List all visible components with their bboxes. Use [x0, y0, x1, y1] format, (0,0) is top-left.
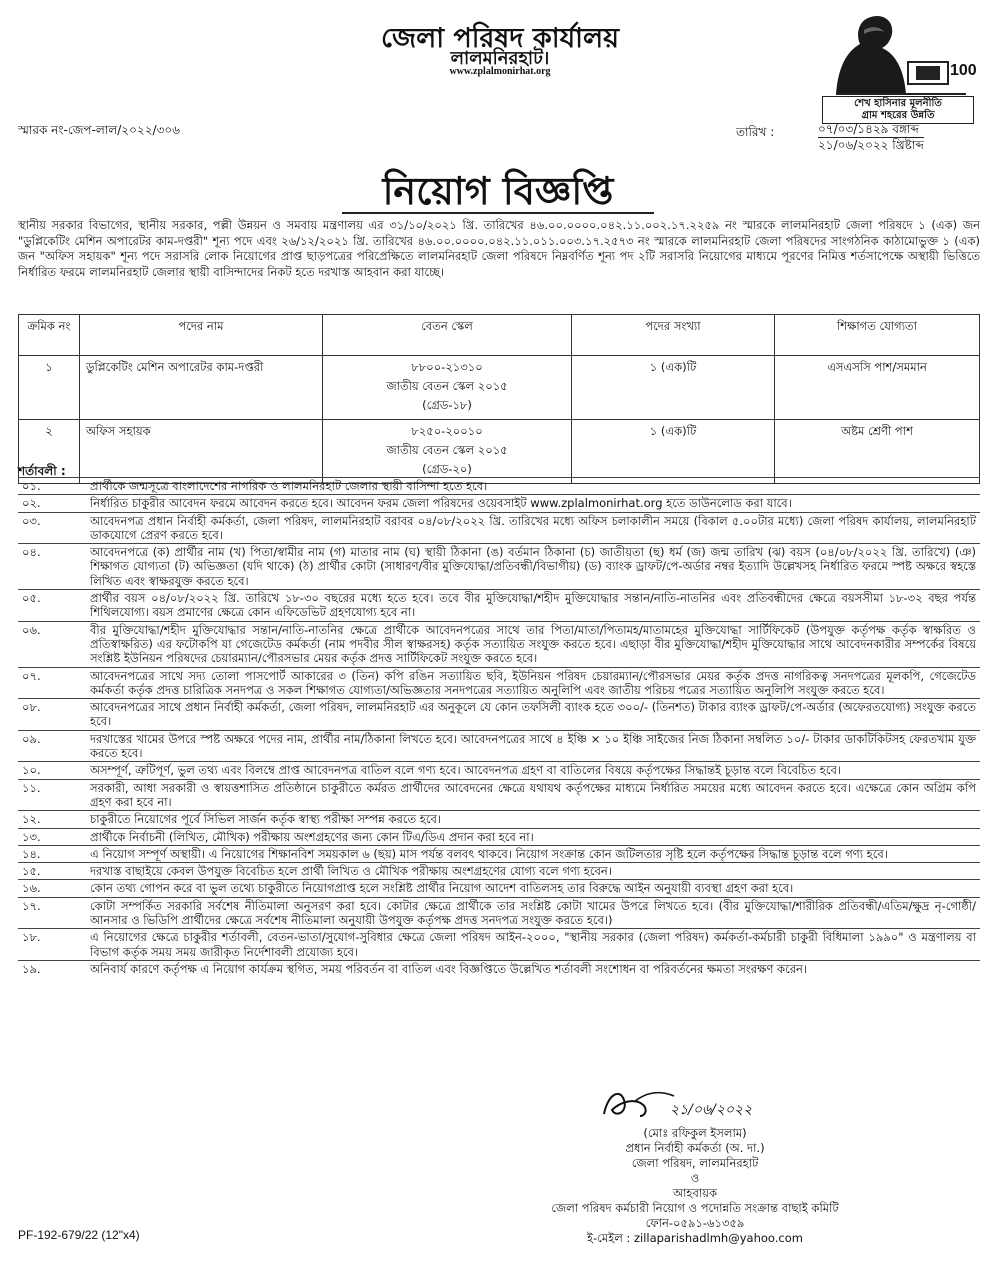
condition-number: ১৩. [18, 828, 86, 845]
posts-table [18, 314, 980, 484]
scale-range: ৮২৫০-২০০১০ [411, 424, 483, 438]
condition-item [18, 667, 980, 699]
condition-number: ১২. [18, 811, 86, 828]
signatory-office: জেলা পরিষদ, লালমনিরহাট [631, 1156, 759, 1170]
condition-text: আবেদনপত্রের সাথে সদ্য তোলা পাসপোর্ট আকারের ৩ (তিন) কপি রঙিন সত্যায়িত ছবি, ইউনিয়ন পরিষদ চেয়ারম্যান/পৌরসভার মেয়র কর্তৃক প্রদত্ত নাগরিকত্ব সনদপত্রের মূলকপি, গেজেটেড কর্মকর্তা কর্তৃক প্রদত্ত চারিত্রিক সনদপত্র ও সকল শিক্ষাগত যোগ্যতা/অভিজ্ঞতার সনদপত্রের সত্যায়িত অনুলিপি এবং জাতীয় পরিচয় পত্রের সত্যায়িত অনুলিপি সংযুক্ত করতে হবে। [86, 667, 980, 699]
condition-number: ১৪. [18, 845, 86, 862]
condition-item [18, 512, 980, 544]
row-qualification: অষ্টম শ্রেণী পাশ [775, 420, 980, 484]
date-bangla: ০৭/০৩/১৪২৯ বঙ্গাব্দ [818, 122, 924, 138]
table-row [19, 420, 980, 484]
header-count: পদের সংখ্যা [572, 315, 775, 356]
condition-item [18, 811, 980, 828]
condition-item [18, 730, 980, 762]
handwritten-signature [590, 1080, 790, 1126]
condition-text: দরখাস্তের খামের উপরে স্পষ্ট অক্ষরে পদের নাম, প্রার্থীর নাম/ঠিকানা লিখতে হবে। আবেদনপত্রের সাথে ৪ ইঞ্চি × ১০ ইঞ্চি সাইজের নিজ ঠিকানা সম্বলিত ১০/- টাকার ডাকটিকিটসহ ফেরতখাম যুক্ত করতে হবে। [86, 730, 980, 762]
scale-national: জাতীয় বেতন স্কেল ২০১৫ [386, 379, 508, 393]
condition-item [18, 699, 980, 731]
header-serial: ক্রমিক নং [19, 315, 80, 356]
date-label: তারিখ : [736, 125, 775, 139]
condition-text: অসম্পূর্ণ, ত্রুটিপূর্ণ, ভুল তথ্য এবং বিলম্বে প্রাপ্ত আবেদনপত্র বাতিল বলে গণ্য হবে। আবেদনপত্র গ্রহণ বা বাতিলের বিষয়ে কর্তৃপক্ষের সিদ্ধান্তই চূড়ান্ত বলে বিবেচিত হবে। [86, 762, 980, 779]
intro-paragraph: স্থানীয় সরকার বিভাগের, স্থানীয় সরকার, পল্লী উন্নয়ন ও সমবায় মন্ত্রণালয় এর ৩১/১০/২০২১ খ্রি. তারিখের ৪৬.০০.০০০০.০৪২.১১.০০২.১৭.২২৫৯ নং স্মারকে লালমনিরহাট জেলা পরিষদে ১ (এক) জন "ডুপ্লিকেটিং মেশিন অপারেটর কাম-দপ্তরী" শূন্য পদে এবং ২৬/১২/২০২১ খ্রি. তারিখের ৪৬.০০.০০০০.০৪২.১১.০১১.০০৩.১৭.২৫৭৩ নং স্মারকে লালমনিরহাট জেলা পরিষদের সাংগঠনিক কাঠামোভুক্ত ১ (এক) জন "অফিস সহায়ক" শূন্য পদে সরাসরি লোক নিয়োগের প্রাপ্ত ছাড়পত্রের পরিপ্রেক্ষিতে লালমনিরহাট জেলা পরিষদে নিম্নবর্ণিত শূন্য পদ ২টি সরাসরি নিয়োগের মাধ্যমে পূরণের নিমিত্ত শর্তসাপেক্ষে অস্থায়ী ভিত্তিতে নির্ধারিত ফরমে লালমনিরহাট জেলার স্থায়ী বাসিন্দাদের নিকট হতে দরখাস্ত আহবান করা যাচ্ছে। [18, 218, 980, 279]
footer-code: PF-192-679/22 (12"x4) [18, 1228, 140, 1242]
scale-national: জাতীয় বেতন স্কেল ২০১৫ [386, 443, 508, 457]
condition-number: ০৫. [18, 590, 86, 622]
condition-text: সরকারী, আধা সরকারী ও স্বায়ত্তশাসিত প্রতিষ্ঠানে চাকুরীতে কর্মরত প্রার্থীদের আবেদনের ক্ষেত্রে যথাযথ কর্তৃপক্ষের মাধ্যমে নির্ধারিত সময়ের মধ্যে আবেদন করতে হবে। এক্ষেত্রে কোন অগ্রিম কপি গ্রহণ করা হবে না। [86, 779, 980, 811]
condition-text: নির্ধারিত চাকুরীর আবেদন ফরমে আবেদন করতে হবে। আবেদন ফরম জেলা পরিষদের ওয়েবসাইট www.zplalmonirhat.org হতে ডাউনলোড করা যাবে। [86, 495, 980, 512]
scale-grade: (গ্রেড-১৮) [422, 398, 472, 412]
signatory-designation: প্রধান নির্বাহী কর্মকর্তা (অ. দা.) [625, 1141, 765, 1155]
website-link[interactable]: www.zplalmonirhat.org [449, 66, 551, 77]
row-scale [323, 420, 572, 484]
condition-number: ০৩. [18, 512, 86, 544]
condition-text: বীর মুক্তিযোদ্ধা/শহীদ মুক্তিযোদ্ধার সন্তান/নাতি-নাতনির ক্ষেত্রে প্রার্থীকে আবেদনপত্রের সাথে তার পিতা/মাতা/পিতামহ/মাতামহের মুক্তিযোদ্ধা সার্টিফিকেট (উপযুক্ত কর্তৃপক্ষ কর্তৃক স্বাক্ষরিত ও প্রতিস্বাক্ষরিত) এর ফটোকপি যা গেজেটেড কর্মকর্তা (নাম পদবীর সীল স্বাক্ষরসহ) কর্তৃক সত্যায়িত সংযুক্ত করতে হবে। এছাড়া বীর মুক্তিযোদ্ধা/শহীদ মুক্তিযোদ্ধার সাথে আবেদনকারীর সম্পর্কের বিষয়ে সংশ্লিষ্ট ইউনিয়ন পরিষদের চেয়ারম্যান/পৌরসভার মেয়র কর্তৃক প্রদত্ত সার্টিফিকেট সংযুক্ত করতে হবে। [86, 621, 980, 667]
condition-number: ০৬. [18, 621, 86, 667]
condition-item [18, 495, 980, 512]
district-name: লালমনিরহাট। [450, 48, 550, 69]
logo-number: 100 [950, 62, 977, 79]
condition-number: ০৪. [18, 544, 86, 590]
condition-item [18, 828, 980, 845]
condition-item [18, 863, 980, 880]
scale-range: ৮৮০০-২১৩১০ [411, 360, 483, 374]
condition-number: ০৭. [18, 667, 86, 699]
condition-text: দরখাস্ত বাছাইয়ে কেবল উপযুক্ত বিবেচিত হলে প্রার্থী লিখিত ও মৌখিক পরীক্ষায় অংশগ্রহণের যোগ্য বলে গণ্য হবেন। [86, 863, 980, 880]
logo-tagline-line1: শেখ হাসিনার মূলনীতি [854, 98, 942, 109]
condition-text: প্রার্থীর বয়স ০৪/০৮/২০২২ খ্রি. তারিখে ১৮-৩০ বছরের মধ্যে হতে হবে। তবে বীর মুক্তিযোদ্ধা/শহীদ মুক্তিযোদ্ধার সন্তান/নাতি-নাতনির এবং প্রতিবন্ধীদের ক্ষেত্রে বয়সসীমা ১৮-৩২ বছর পর্যন্ত শিথিলযোগ্য। বয়স প্রমাণের ক্ষেত্রে কোন এফিডেভিট গ্রহণযোগ্য হবে না। [86, 590, 980, 622]
date-english: ২১/০৬/২০২২ খ্রিষ্টাব্দ [818, 138, 924, 152]
row-qualification: এসএসসি পাশ/সমমান [775, 356, 980, 420]
condition-text: চাকুরীতে নিয়োগের পূর্বে সিভিল সার্জন কর্তৃক স্বাস্থ্য পরীক্ষা সম্পন্ন করতে হবে। [86, 811, 980, 828]
logo-tagline [816, 96, 980, 124]
condition-text: প্রার্থীকে জন্মসূত্রে বাংলাদেশের নাগরিক ও লালমনিরহাট জেলার স্থায়ী বাসিন্দা হতে হবে। [86, 478, 980, 495]
signatory-email[interactable]: ই-মেইল : zillaparishadlmh@yahoo.com [587, 1231, 803, 1245]
signatory-and: ও [690, 1171, 700, 1185]
condition-text: এ নিয়োগের ক্ষেত্রে চাকুরীর শর্তাবলী, বেতন-ভাতা/সুযোগ-সুবিধার ক্ষেত্রে জেলা পরিষদ আইন-২০০০, "স্থানীয় সরকার (জেলা পরিষদ) কর্মকর্তা-কর্মচারী চাকুরী বিধিমালা ১৯৯০" ও মন্ত্রণালয় বা বিভাগ কর্তৃক সময় সময় জারীকৃত নির্দেশাবলী প্রযোজ্য হবে। [86, 929, 980, 961]
condition-number: ০১. [18, 478, 86, 495]
page-title: নিয়োগ বিজ্ঞপ্তি [382, 169, 614, 213]
condition-number: ১০. [18, 762, 86, 779]
header-post: পদের নাম [80, 315, 323, 356]
signatory-name: (মোঃ রফিকুল ইসলাম) [643, 1126, 747, 1140]
row-serial: ১ [19, 356, 80, 420]
condition-text: এ নিয়োগ সম্পূর্ণ অস্থায়ী। এ নিয়োগের শিক্ষানবিশ সময়কাল ৬ (ছয়) মাস পর্যন্ত বলবৎ থাকবে। নিয়োগ সংক্রান্ত কোন জটিলতার সৃষ্টি হলে কর্তৃপক্ষের সিদ্ধান্ত চূড়ান্ত বলে গণ্য হবে। [86, 845, 980, 862]
condition-item [18, 929, 980, 961]
conditions-list [18, 477, 980, 977]
condition-number: ০৮. [18, 699, 86, 731]
signatory-convener: আহবায়ক [672, 1186, 717, 1200]
signatory-phone: ফোন-০৫৯১-৬১৩৫৯ [645, 1216, 745, 1230]
memo-number: স্মারক নং-জেপ-লাল/২০২২/৩০৬ [18, 123, 180, 137]
condition-item [18, 590, 980, 622]
condition-item [18, 897, 980, 929]
header-scale: বেতন স্কেল [323, 315, 572, 356]
condition-text: আবেদনপত্র প্রধান নির্বাহী কর্মকর্তা, জেলা পরিষদ, লালমনিরহাট বরাবর ০৪/০৮/২০২২ খ্রি. তারিখের মধ্যে অফিস চলাকালীন সময়ে (বিকাল ৫.০০টার মধ্যে) জেলা পরিষদ কার্যালয়, লালমনিরহাট ডাকযোগে প্রেরণ করতে হবে। [86, 512, 980, 544]
condition-item [18, 478, 980, 495]
condition-text: অনিবার্য কারণে কর্তৃপক্ষ এ নিয়োগ কার্যক্রম স্থগিত, সময় পরিবর্তন বা বাতিল এবং বিজ্ঞপ্তিতে উল্লেখিত শর্তাবলী সংশোধন বা পরিবর্তনের ক্ষমতা সংরক্ষণ করেন। [86, 960, 980, 977]
condition-item [18, 880, 980, 897]
signatory-committee: জেলা পরিষদ কর্মচারী নিয়োগ ও পদোন্নতি সংক্রান্ত বাছাই কমিটি [551, 1201, 839, 1215]
condition-item [18, 621, 980, 667]
condition-number: ১৮. [18, 929, 86, 961]
condition-text: কোটা সম্পর্কিত সরকারি সর্বশেষ নীতিমালা অনুসরণ করা হবে। কোটার ক্ষেত্রে প্রার্থীকে তার সংশ্লিষ্ট কোটা খামের উপরে লিখতে হবে। (বীর মুক্তিযোদ্ধা/শারীরিক প্রতিবন্ধী/এতিম/ক্ষুদ্র নৃ-গোষ্ঠী/আনসার ও ভিডিপি প্রার্থীদের ক্ষেত্রে সর্বশেষ নীতিমালা অনুযায়ী উপযুক্ত কর্তৃপক্ষ প্রদত্ত সনদপত্র সংযুক্ত করতে হবে।) [86, 897, 980, 929]
condition-text: আবেদনপত্রে (ক) প্রার্থীর নাম (খ) পিতা/স্বামীর নাম (গ) মাতার নাম (ঘ) স্থায়ী ঠিকানা (ঙ) বর্তমান ঠিকানা (চ) জাতীয়তা (ছ) ধর্ম (জ) জন্ম তারিখ (ঝ) বয়স (০৪/০৮/২০২২ খ্রি. তারিখে) (ঞ) শিক্ষাগত যোগ্যতা (ট) অভিজ্ঞতা (যদি থাকে) (ঠ) প্রার্থীর কোটা (সাধারণ/বীর মুক্তিযোদ্ধা/প্রতিবন্ধী/বিভাগীয়) (ড) ব্যাংক ড্রাফট/পে-অর্ডার নম্বর ইত্যাদি উল্লেখসহ নির্ধারিত ফরমে স্পষ্ট অক্ষরে স্বহস্তে লিখিত এবং স্বাক্ষরযুক্ত করতে হবে। [86, 544, 980, 590]
condition-item [18, 779, 980, 811]
table-row [19, 356, 980, 420]
condition-item [18, 762, 980, 779]
row-post: ডুপ্লিকেটিং মেশিন অপারেটর কাম-দপ্তরী [80, 356, 323, 420]
condition-item [18, 845, 980, 862]
row-scale [323, 356, 572, 420]
office-name: জেলা পরিষদ কার্যালয় [381, 23, 619, 54]
condition-number: ১৯. [18, 960, 86, 977]
signatory-block [470, 1126, 920, 1246]
condition-number: ১৭. [18, 897, 86, 929]
table-header-row [19, 315, 980, 356]
condition-text: প্রার্থীকে নির্বাচনী (লিখিত, মৌখিক) পরীক্ষায় অংশগ্রহণের জন্য কোন টিএ/ডিএ প্রদান করা হবে না। [86, 828, 980, 845]
condition-item [18, 960, 980, 977]
logo-tagline-line2: গ্রাম শহরের উন্নতি [861, 110, 935, 121]
header-qualification: শিক্ষাগত যোগ্যতা [775, 315, 980, 356]
scale-grade: (গ্রেড-২০) [422, 462, 472, 476]
condition-text: কোন তথ্য গোপন করে বা ভুল তথ্যে চাকুরীতে নিয়োগপ্রাপ্ত হলে সংশ্লিষ্ট প্রার্থীর নিয়োগ আদেশ বাতিলসহ তার বিরুদ্ধে আইন অনুযায়ী ব্যবস্থা গ্রহণ করা হবে। [86, 880, 980, 897]
date-values [818, 122, 924, 153]
condition-number: ১৫. [18, 863, 86, 880]
conditions-title: শর্তাবলী : [18, 464, 66, 478]
signature-date: ২১/০৬/২০২২ [670, 1102, 753, 1118]
condition-number: ১৬. [18, 880, 86, 897]
row-count: ১ (এক)টি [572, 420, 775, 484]
condition-number: ১১. [18, 779, 86, 811]
condition-number: ০২. [18, 495, 86, 512]
condition-item [18, 544, 980, 590]
row-serial: ২ [19, 420, 80, 484]
row-count: ১ (এক)টি [572, 356, 775, 420]
row-post: অফিস সহায়ক [80, 420, 323, 484]
condition-number: ০৯. [18, 730, 86, 762]
condition-text: আবেদনপত্রের সাথে প্রধান নির্বাহী কর্মকর্তা, জেলা পরিষদ, লালমনিরহাট এর অনুকূলে যে কোন তফসিলী ব্যাংক হতে ৩০০/- (তিনশত) টাকার ব্যাংক ড্রাফট/পে-অর্ডার (অফেরতযোগ্য) সংযুক্ত করতে হবে। [86, 699, 980, 731]
